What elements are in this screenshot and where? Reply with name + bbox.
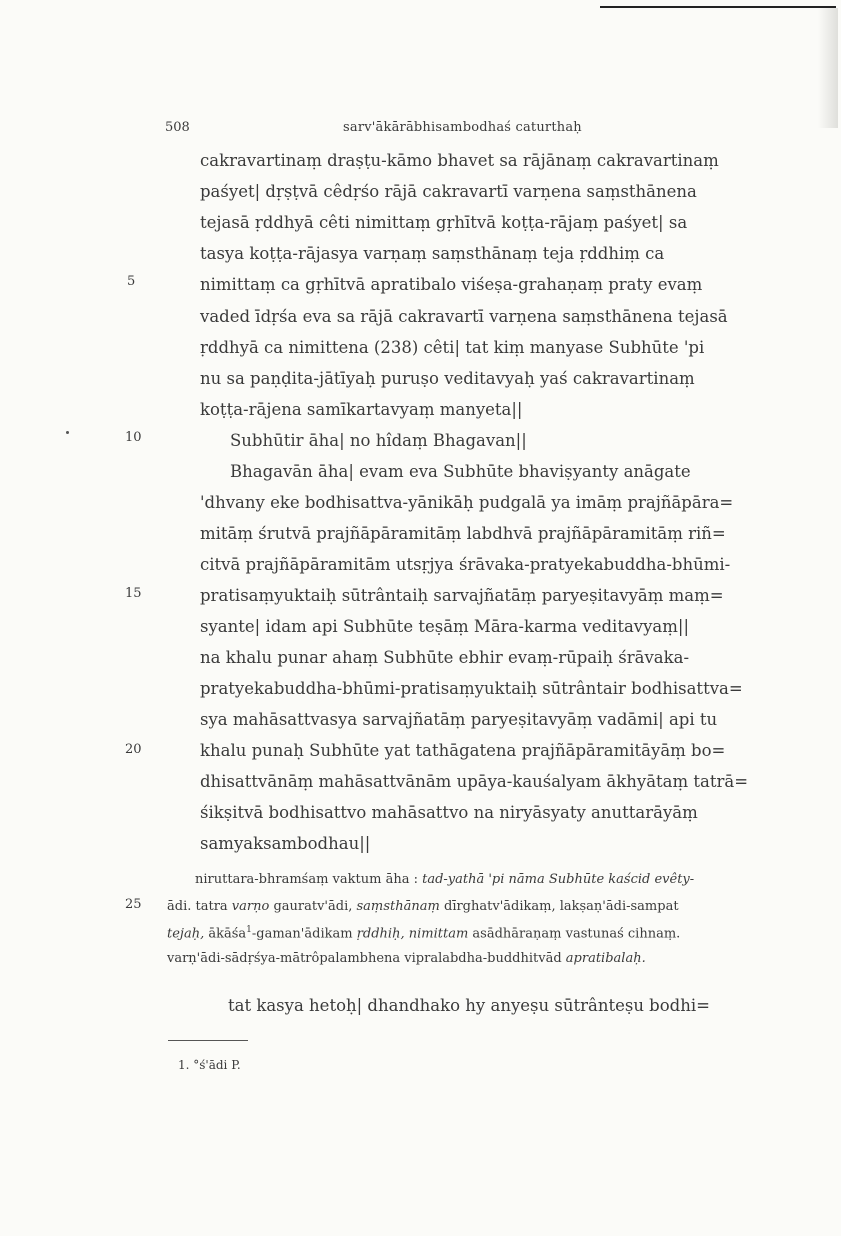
text-line: koṭṭa-rājena samīkartavyaṃ manyeta||: [200, 400, 523, 419]
footnote-marker: 1: [246, 925, 252, 935]
text-line: mitāṃ śrutvā prajñāpāramitāṃ labdhvā prajñāpāramitāṃ riñ=: [200, 524, 726, 543]
commentary-line-4: [167, 951, 646, 966]
text-line: nu sa paṇḍita-jātīyaḥ puruṣo veditavyaḥ yaś cakravartinaṃ: [200, 369, 695, 388]
text-line: sya mahāsattvasya sarvajñatāṃ paryeṣitavyāṃ vadāmi| api tu: [200, 710, 718, 729]
margin-dot: [66, 431, 69, 434]
line-number-20: 20: [125, 742, 142, 757]
text-line: samyaksambodhau||: [200, 834, 371, 853]
commentary-line-1: [195, 872, 694, 887]
text-line: paśyet| dṛṣṭvā cêdṛśo rājā cakravartī varṇena saṃsthānena: [200, 182, 697, 201]
text-line: syante| idam api Subhūte teṣāṃ Māra-karma veditavyaṃ||: [200, 617, 690, 636]
running-head: sarv'ākārābhisambodhaś caturthaḥ: [343, 120, 582, 135]
commentary-text: -gaman'ādikam: [251, 926, 357, 942]
text-line: vaded īdṛśa eva sa rājā cakravartī varṇena saṃsthānena tejasā: [200, 307, 728, 326]
commentary-line-3: [167, 925, 680, 941]
commentary-text: asādhāraṇaṃ vastunaś cihnaṃ.: [468, 926, 681, 942]
text-line: ṛddhyā ca nimittena (238) cêti| tat kiṃ manyase Subhūte 'pi: [200, 338, 705, 357]
text-line: pratisaṃyuktaiḥ sūtrântaiḥ sarvajñatāṃ paryeṣitavyāṃ maṃ=: [200, 586, 724, 605]
scan-edge-line: [600, 6, 836, 8]
text-line: dhisattvānāṃ mahāsattvānām upāya-kauśalyam ākhyātaṃ tatrā=: [200, 772, 749, 791]
commentary-text: ādi. tatra: [167, 899, 232, 914]
text-line: śikṣitvā bodhisattvo mahāsattvo na niryāsyaty anuttarāyāṃ: [200, 803, 698, 822]
text-line: 'dhvany eke bodhisattva-yānikāḥ pudgalā ya imāṃ prajñāpāra=: [200, 493, 734, 512]
text-line: Subhūtir āha| no hîdaṃ Bhagavan||: [230, 431, 527, 450]
footnote: 1. °ś'ādi P.: [178, 1058, 241, 1072]
commentary-italic: tad-yathā 'pi nāma Subhūte kaścid evêty-: [422, 872, 695, 887]
commentary-line-2: [167, 899, 679, 914]
commentary-text: ākāśa: [204, 926, 247, 942]
commentary-text: dīrghatv'ādikaṃ, lakṣaṇ'ādi-sampat: [439, 899, 679, 914]
text-line: cakravartinaṃ draṣṭu-kāmo bhavet sa rājānaṃ cakravartinaṃ: [200, 151, 719, 170]
text-line: Bhagavān āha| evam eva Subhūte bhaviṣyanty anāgate: [230, 462, 691, 481]
scan-edge-shadow: [818, 8, 838, 128]
continuation-line: tat kasya hetoḥ| dhandhako hy anyeṣu sūtrânteṣu bodhi=: [228, 996, 710, 1015]
commentary-italic: ṛddhiḥ,: [356, 926, 405, 942]
text-line: tejasā ṛddhyā cêti nimittaṃ gṛhītvā koṭṭa-rājaṃ paśyet| sa: [200, 213, 688, 232]
text-line: citvā prajñāpāramitām utsṛjya śrāvaka-pratyekabuddha-bhūmi-: [200, 555, 731, 574]
line-number-25: 25: [125, 897, 142, 912]
text-line: nimittaṃ ca gṛhītvā apratibalo viśeṣa-grahaṇaṃ praty evaṃ: [200, 275, 703, 294]
commentary-italic: tejaḥ,: [167, 926, 205, 942]
page-number: 508: [165, 120, 190, 135]
footnote-rule: [168, 1040, 248, 1041]
commentary-italic: varṇo: [231, 899, 270, 914]
commentary-text: niruttara-bhramśaṃ vaktum āha :: [195, 872, 423, 887]
commentary-italic: nimittam: [408, 926, 469, 942]
commentary-italic: apratibalaḥ.: [565, 951, 646, 966]
text-line: na khalu punar ahaṃ Subhūte ebhir evaṃ-rūpaiḥ śrāvaka-: [200, 648, 690, 667]
text-line: pratyekabuddha-bhūmi-pratisaṃyuktaiḥ sūtrântair bodhisattva=: [200, 679, 743, 698]
line-number-5: 5: [127, 274, 136, 289]
commentary-text: gauratv'ādi,: [269, 899, 357, 914]
text-line: khalu punaḥ Subhūte yat tathāgatena prajñāpāramitāyāṃ bo=: [200, 741, 726, 760]
text-line: tasya koṭṭa-rājasya varṇaṃ saṃsthānaṃ teja ṛddhiṃ ca: [200, 244, 665, 263]
line-number-10: 10: [125, 430, 142, 445]
commentary-text: varṇ'ādi-sādṛśya-mātrôpalambhena vipralabdha-buddhitvād: [167, 951, 566, 966]
line-number-15: 15: [125, 586, 142, 601]
commentary-italic: saṃsthānaṃ: [356, 899, 440, 914]
